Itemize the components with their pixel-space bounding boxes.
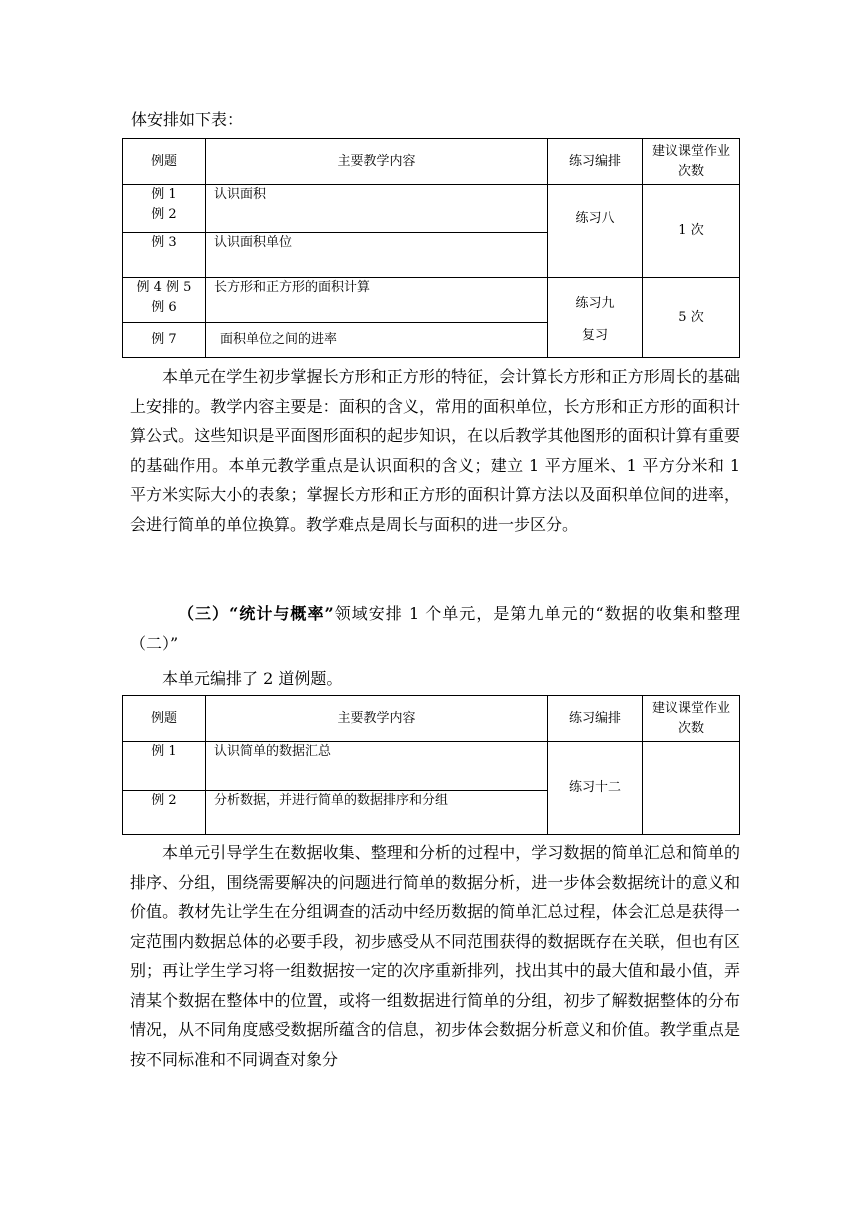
practice-cell: 练习十二	[548, 742, 643, 835]
paragraph-statistics-unit: 本单元引导学生在数据收集、整理和分析的过程中，学习数据的简单汇总和简单的排序、分组，围绕需要解决的问题进行简单的数据分析，进一步体会数据统计的意义和价值。教材先让学生在分组调查的活动中经历数据的简单汇总过程，体会汇总是获得一定范围内数据总体的必要手段，初步感受从不同范围获得的数据既存在关联，但也有区别；再让学生学习将一组数据按一定的次序重新排列，找出其中的最大值和最小值，弄清某个数据在整体中的位置，或将一组数据进行简单的分组，初步了解数据整体的分布情况，从不同角度感受数据所蕴含的信息，初步体会数据分析意义和价值。教学重点是按不同标准和不同调查对象分	[130, 843, 740, 1069]
table-row	[123, 278, 740, 323]
header-count: 建议课堂作业次数	[643, 139, 740, 185]
table-area-units	[122, 138, 740, 358]
example-cell: 例 7	[123, 323, 206, 358]
header-example: 例题	[123, 696, 206, 742]
content-cell: 认识面积	[206, 185, 548, 233]
content-cell: 长方形和正方形的面积计算	[206, 278, 548, 323]
section-heading-bold: （三）“统计与概率”	[178, 604, 334, 623]
header-content: 主要教学内容	[206, 139, 548, 185]
table-row	[123, 742, 740, 791]
table-statistics	[122, 695, 740, 835]
example-cell: 例 3	[123, 233, 206, 278]
header-count: 建议课堂作业次数	[643, 696, 740, 742]
content-cell: 面积单位之间的进率	[206, 323, 548, 358]
count-cell: 1 次	[643, 185, 740, 278]
table-row	[123, 185, 740, 233]
example-cell: 例 1	[123, 742, 206, 791]
count-cell	[643, 742, 740, 835]
practice-cell: 练习九 复习	[548, 278, 643, 358]
table-header-row	[123, 139, 740, 185]
example-cell: 例 2	[123, 791, 206, 835]
table-header-row	[123, 696, 740, 742]
section-heading-rest: 领域安排 1 个单元，是第九单元的“数据的收集和整理（二）”	[130, 604, 740, 653]
header-example: 例题	[123, 139, 206, 185]
header-content: 主要教学内容	[206, 696, 548, 742]
practice-cell: 练习八	[548, 185, 643, 278]
section-heading-statistics	[130, 599, 740, 658]
intro-text: 体安排如下表：	[131, 110, 244, 129]
header-practice: 练习编排	[548, 696, 643, 742]
content-cell: 认识面积单位	[206, 233, 548, 278]
content-cell: 认识简单的数据汇总	[206, 742, 548, 791]
paragraph-area-unit: 本单元在学生初步掌握长方形和正方形的特征，会计算长方形和正方形周长的基础上安排的。教学内容主要是：面积的含义，常用的面积单位，长方形和正方形的面积计算公式。这些知识是平面图形面积的起步知识，在以后教学其他图形的面积计算有重要的基础作用。本单元教学重点是认识面积的含义；建立 1 平方厘米、1 平方分米和 1 平方米实际大小的表象；掌握长方形和正方形的面积计算方法以及面积单位间的进率，会进行简单的单位换算。教学难点是周长与面积的进一步区分。	[130, 367, 740, 534]
example-cell: 例 1 例 2	[123, 185, 206, 233]
count-cell: 5 次	[643, 278, 740, 358]
content-cell: 分析数据，并进行简单的数据排序和分组	[206, 791, 548, 835]
examples-count-text: 本单元编排了 2 道例题。	[162, 669, 343, 688]
example-cell: 例 4 例 5 例 6	[123, 278, 206, 323]
header-practice: 练习编排	[548, 139, 643, 185]
